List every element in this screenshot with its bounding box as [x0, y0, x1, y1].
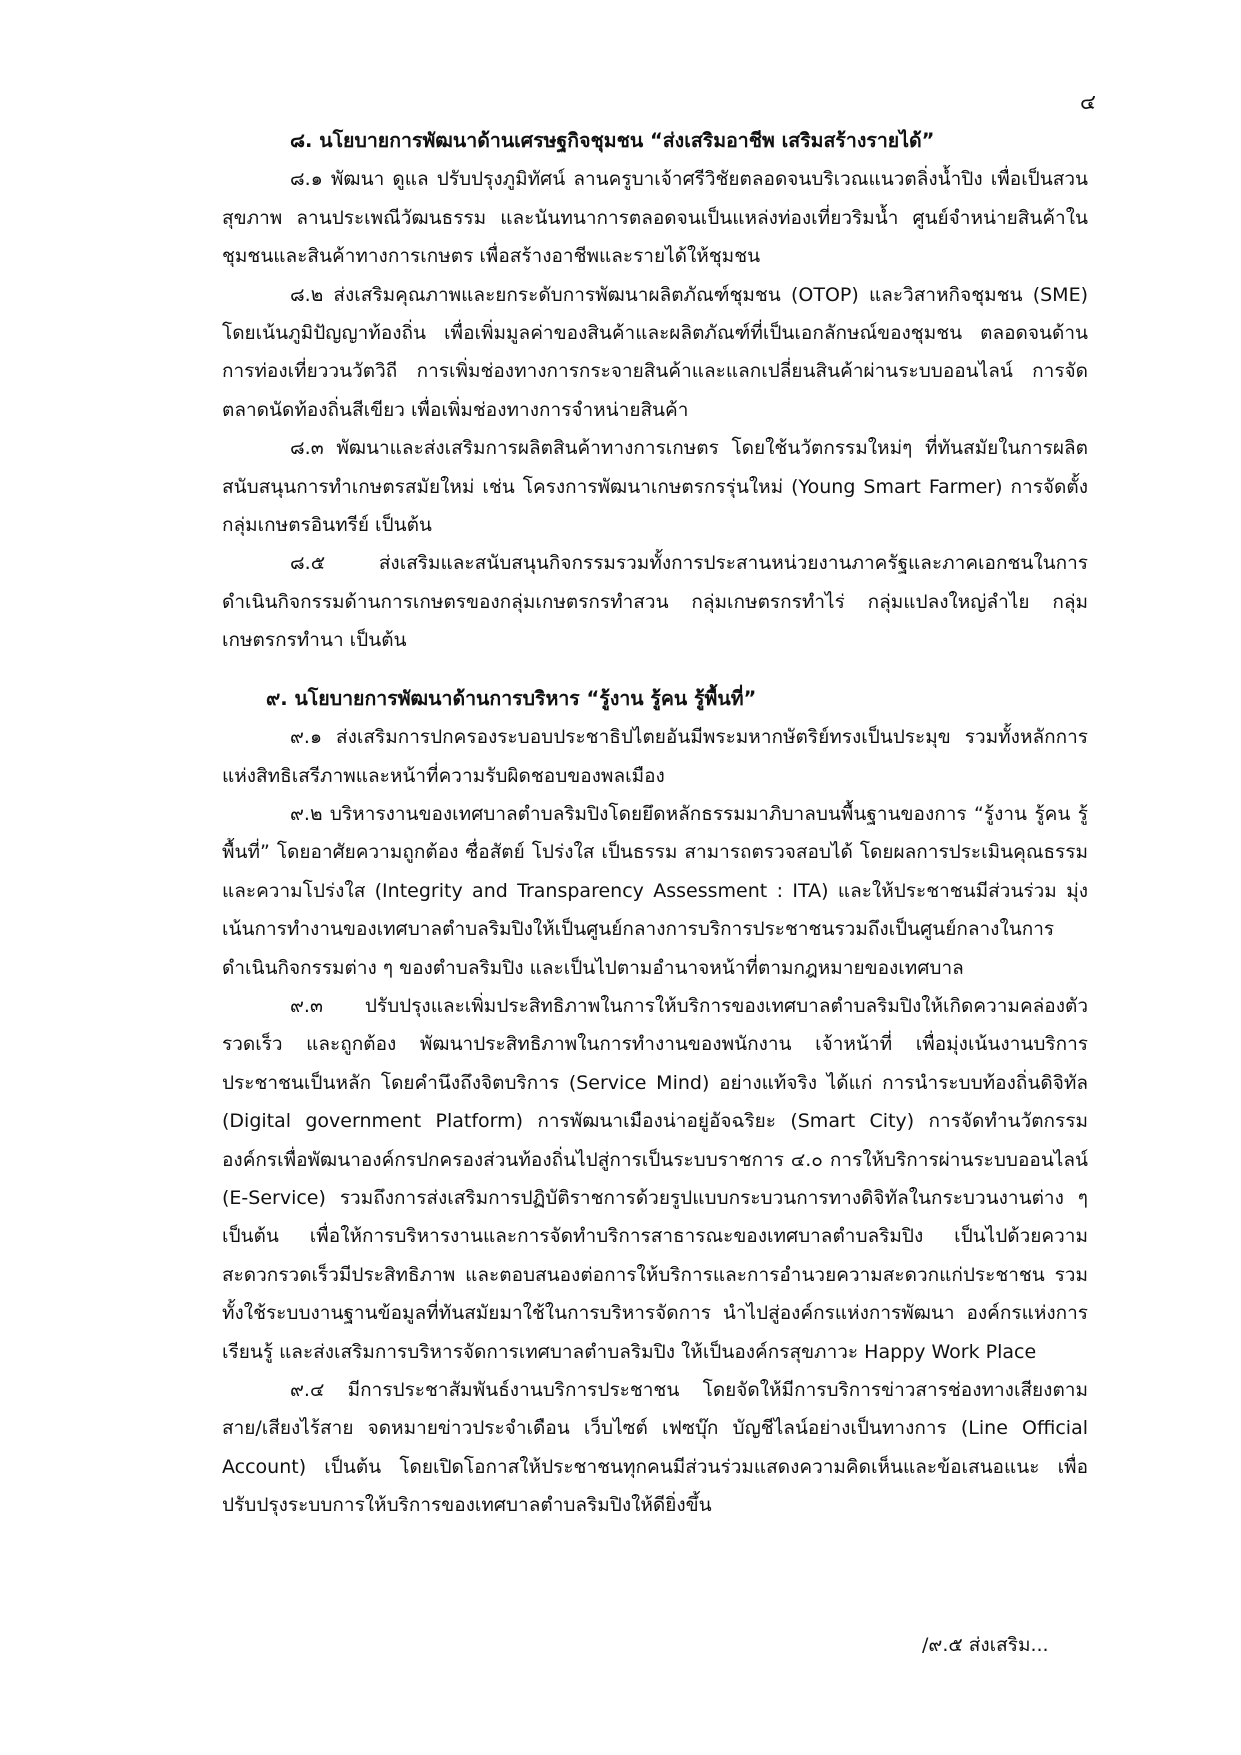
- paragraph: ๙.๓ ปรับปรุงและเพิ่มประสิทธิภาพในการให้บริการของเทศบาลตำบลริมปิงให้เกิดความคล่องตัว รวดเร็ว และถูกต้อง พัฒนาประสิทธิภาพในการทำงานของพนักงาน เจ้าหน้าที่ เพื่อมุ่งเน้นงานบริการประชาชนเป็นหลัก โดยคำนึงถึงจิตบริการ (Service Mind) อย่างแท้จริง ได้แก่ การนำระบบท้องถิ่นดิจิทัล (Digital government Platform) การพัฒนาเมืองน่าอยู่อัจฉริยะ (Smart City) การจัดทำนวัตกรรมองค์กรเพื่อพัฒนาองค์กรปกครองส่วนท้องถิ่นไปสู่การเป็นระบบราชการ ๔.๐ การให้บริการผ่านระบบออนไลน์ (E-Service) รวมถึงการส่งเสริมการปฏิบัติราชการด้วยรูปแบบกระบวนการทางดิจิทัลในกระบวนงานต่าง ๆ เป็นต้น เพื่อให้การบริหารงานและการจัดทำบริการสาธารณะของเทศบาลตำบลริมปิง เป็นไปด้วยความสะดวกรวดเร็วมีประสิทธิภาพ และตอบสนองต่อการให้บริการและการอำนวยความสะดวกแก่ประชาชน รวมทั้งใช้ระบบงานฐานข้อมูลที่ทันสมัยมาใช้ในการบริหารจัดการ นำไปสู่องค์กรแห่งการพัฒนา องค์กรแห่งการเรียนรู้ และส่งเสริมการบริหารจัดการเทศบาลตำบลริมปิง ให้เป็นองค์กรสุขภาวะ Happy Work Place: [222, 994, 1088, 1363]
- paragraph: ๘.๓ พัฒนาและส่งเสริมการผลิตสินค้าทางการเกษตร โดยใช้นวัตกรรมใหม่ๆ ที่ทันสมัยในการผลิต สนับสนุนการทำเกษตรสมัยใหม่ เช่น โครงการพัฒนาเกษตรกรรุ่นใหม่ (Young Smart Farmer) การจัดตั้งกลุ่มเกษตรอินทรีย์ เป็นต้น: [222, 437, 1088, 537]
- paragraph: ๙.๑ ส่งเสริมการปกครองระบอบประชาธิปไตยอันมีพระมหากษัตริย์ทรงเป็นประมุข รวมทั้งหลักการแห่งสิทธิเสรีภาพและหน้าที่ความรับผิดชอบของพลเมือง: [222, 726, 1088, 787]
- paragraph: ๘.๑ พัฒนา ดูแล ปรับปรุงภูมิทัศน์ ลานครูบาเจ้าศรีวิชัยตลอดจนบริเวณแนวตลิ่งน้ำปิง เพื่อเป็นสวนสุขภาพ ลานประเพณีวัฒนธรรม และนันทนาการตลอดจนเป็นแหล่งท่องเที่ยวริมน้ำ ศูนย์จำหน่ายสินค้าในชุมชนและสินค้าทางการเกษตร เพื่อสร้างอาชีพและรายได้ให้ชุมชน: [222, 168, 1088, 268]
- continuation-note: /๙.๕ ส่งเสริม...: [922, 1634, 1049, 1656]
- page-number: ๔: [1080, 90, 1096, 114]
- paragraph: ๘.๕ ส่งเสริมและสนับสนุนกิจกรรมรวมทั้งการประสานหน่วยงานภาครัฐและภาคเอกชนในการดำเนินกิจกรรมด้านการเกษตรของกลุ่มเกษตรกรทำสวน กลุ่มเกษตรกรทำไร่ กลุ่มแปลงใหญ่ลำไย กลุ่มเกษตรกรทำนา เป็นต้น: [222, 552, 1088, 652]
- paragraph: ๙.๔ มีการประชาสัมพันธ์งานบริการประชาชน โดยจัดให้มีการบริการข่าวสารช่องทางเสียงตามสาย/เสียงไร้สาย จดหมายข่าวประจำเดือน เว็บไซต์ เฟซบุ๊ก บัญชีไลน์อย่างเป็นทางการ (Line Official Account) เป็นต้น โดยเปิดโอกาสให้ประชาชนทุกคนมีส่วนร่วมแสดงความคิดเห็นและข้อเสนอแนะ เพื่อปรับปรุงระบบการให้บริการของเทศบาลตำบลริมปิงให้ดียิ่งขึ้น: [222, 1379, 1088, 1517]
- section-economy: [222, 122, 1088, 660]
- section-heading: ๘. นโยบายการพัฒนาด้านเศรษฐกิจชุมชน “ส่งเสริมอาชีพ เสริมสร้างรายได้”: [290, 129, 935, 152]
- document-body: [222, 122, 1088, 1525]
- section-administration: [222, 680, 1088, 1525]
- section-heading: ๙. นโยบายการพัฒนาด้านการบริหาร “รู้งาน รู้คน รู้พื้นที่”: [266, 686, 757, 710]
- paragraph: ๙.๒ บริหารงานของเทศบาลตำบลริมปิงโดยยึดหลักธรรมมาภิบาลบนพื้นฐานของการ “รู้งาน รู้คน รู้พื้นที่” โดยอาศัยความถูกต้อง ซื่อสัตย์ โปร่งใส เป็นธรรม สามารถตรวจสอบได้ โดยผลการประเมินคุณธรรมและความโปร่งใส (Integrity and Transparency Assessment : ITA) และให้ประชาชนมีส่วนร่วม มุ่งเน้นการทำงานของเทศบาลตำบลริมปิงให้เป็นศูนย์กลางการบริการประชาชนรวมถึงเป็นศูนย์กลางในการดำเนินกิจกรรมต่าง ๆ ของตำบลริมปิง และเป็นไปตามอำนาจหน้าที่ตามกฎหมายของเทศบาล: [222, 802, 1088, 979]
- paragraph: ๘.๒ ส่งเสริมคุณภาพและยกระดับการพัฒนาผลิตภัณฑ์ชุมชน (OTOP) และวิสาหกิจชุมชน (SME) โดยเน้นภูมิปัญญาท้องถิ่น เพื่อเพิ่มมูลค่าของสินค้าและผลิตภัณฑ์ที่เป็นเอกลักษณ์ของชุมชน ตลอดจนด้านการท่องเที่ยววนวัตวิถี การเพิ่มช่องทางการกระจายสินค้าและแลกเปลี่ยนสินค้าผ่านระบบออนไลน์ การจัดตลาดนัดท้องถิ่นสีเขียว เพื่อเพิ่มช่องทางการจำหน่ายสินค้า: [222, 283, 1088, 421]
